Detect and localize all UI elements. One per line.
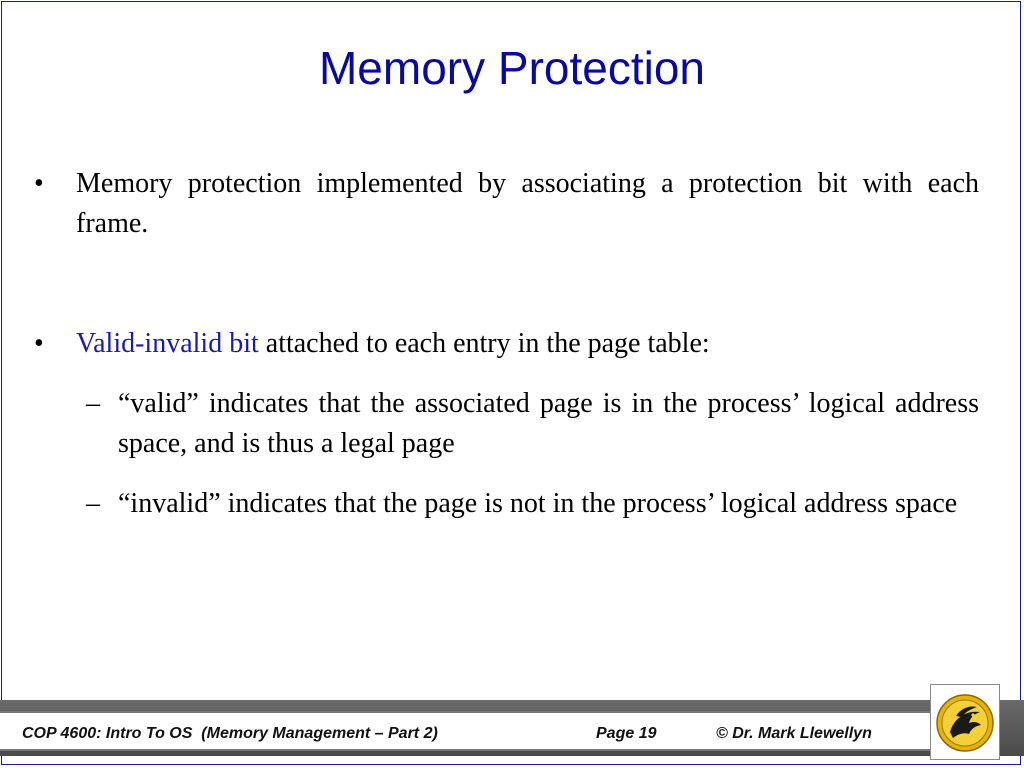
bullet-item xyxy=(34,324,979,364)
sub-bullet-marker: – xyxy=(86,388,100,419)
sub-bullet-text: “invalid” indicates that the page is not in the process’ logical address space xyxy=(118,488,958,519)
bullet-list xyxy=(34,164,979,524)
sub-bullet-marker: – xyxy=(86,488,100,519)
footer-copyright: © Dr. Mark Llewellyn xyxy=(716,725,872,742)
bullet-item xyxy=(34,164,979,244)
bullet-marker: • xyxy=(34,168,44,199)
ucf-pegasus-logo-icon xyxy=(936,694,994,752)
sub-bullet-item xyxy=(86,384,979,464)
logo-box xyxy=(930,684,1000,760)
bullet-text: attached to each entry in the page table: xyxy=(258,328,710,359)
slide-title: Memory Protection xyxy=(318,42,705,94)
sub-bullet-text: “valid” indicates that the associated page is in the process’ logical address space, and is thus a legal page xyxy=(118,388,979,459)
bullet-text: Memory protection implemented by associating a protection bit with each frame. xyxy=(76,168,979,239)
bullet-highlight-term: Valid-invalid bit xyxy=(76,328,259,359)
footer-course: COP 4600: Intro To OS (Memory Management – Part 2) xyxy=(22,725,438,742)
bullet-marker: • xyxy=(34,328,44,359)
sub-bullet-item xyxy=(86,484,979,524)
footer-page-number: Page 19 xyxy=(596,725,657,742)
